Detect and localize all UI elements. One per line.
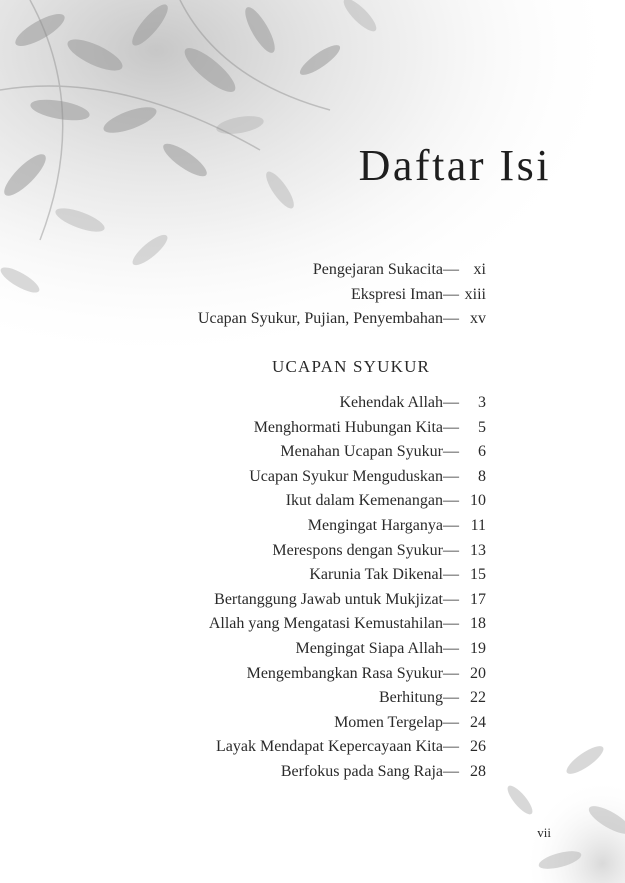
toc-entry-title: Allah yang Mengatasi Kemustahilan xyxy=(208,615,443,633)
toc-separator: — xyxy=(443,467,459,485)
toc-entry-title: Mengembangkan Rasa Syukur xyxy=(246,664,443,682)
toc-entry-page: 22 xyxy=(470,689,486,707)
toc-entry-page: 24 xyxy=(470,713,486,731)
toc-separator: — xyxy=(443,762,459,780)
toc-separator: — xyxy=(443,285,459,303)
toc-entry-title: Momen Tergelap xyxy=(334,713,443,731)
toc-entry-title: Menahan Ucapan Syukur xyxy=(280,443,443,461)
toc-separator: — xyxy=(443,261,459,278)
page-title: Daftar Isi xyxy=(358,141,551,190)
toc-entry[interactable] xyxy=(0,465,625,490)
toc-separator: — xyxy=(443,664,459,682)
toc-entry-page: 5 xyxy=(478,418,486,436)
toc-entry[interactable] xyxy=(0,416,625,441)
toc-entry-title: Berhitung xyxy=(379,689,443,707)
toc-entry-page: 15 xyxy=(470,566,486,584)
toc-entry[interactable] xyxy=(0,440,625,465)
toc-separator: — xyxy=(443,394,459,411)
toc-entry-page: 28 xyxy=(470,762,486,780)
toc-entry-title: Ekspresi Iman xyxy=(351,285,443,303)
toc-entry[interactable] xyxy=(0,258,625,283)
toc-separator: — xyxy=(443,738,459,756)
toc-entry-page: 26 xyxy=(470,738,486,756)
toc-entry-title: Kehendak Allah xyxy=(339,394,443,411)
toc-separator: — xyxy=(443,310,459,328)
toc-entry-page: 3 xyxy=(478,394,486,411)
toc-entry[interactable] xyxy=(0,539,625,564)
toc-entry[interactable] xyxy=(0,735,625,760)
toc-entry-title: Ikut dalam Kemenangan xyxy=(285,492,443,510)
toc-entry[interactable] xyxy=(0,686,625,711)
toc-entry[interactable] xyxy=(0,711,625,736)
toc-entry[interactable] xyxy=(0,637,625,662)
toc-entry-title: Berfokus pada Sang Raja xyxy=(280,762,443,780)
toc-separator: — xyxy=(443,713,459,731)
toc-entry-page: xiii xyxy=(464,285,486,303)
toc-entry-title: Bertanggung Jawab untuk Mukjizat xyxy=(214,590,443,608)
toc-entry-title: Ucapan Syukur Menguduskan xyxy=(249,467,443,485)
toc-entry[interactable] xyxy=(0,514,625,539)
toc-entry-page: 18 xyxy=(470,615,486,633)
toc-separator: — xyxy=(443,516,459,534)
page-number: vii xyxy=(537,825,551,840)
toc-separator: — xyxy=(443,689,459,707)
toc-separator: — xyxy=(443,566,459,584)
toc-entry[interactable] xyxy=(0,391,625,416)
toc-entry[interactable] xyxy=(0,588,625,613)
toc-entry[interactable] xyxy=(0,760,625,785)
toc-entry-page: xv xyxy=(470,310,486,328)
toc-entry-title: Layak Mendapat Kepercayaan Kita xyxy=(216,738,443,756)
toc-entry[interactable] xyxy=(0,612,625,637)
toc-entry[interactable] xyxy=(0,563,625,588)
toc-entry-page: 6 xyxy=(478,443,486,461)
toc-entry-title: Pengejaran Sukacita xyxy=(312,261,443,278)
toc-separator: — xyxy=(443,615,459,633)
toc-front-matter xyxy=(0,258,625,332)
toc-entry-title: Mengingat Harganya xyxy=(307,516,443,534)
toc-entry-page: 10 xyxy=(470,492,486,510)
toc-entry[interactable] xyxy=(0,307,625,332)
section-heading: UCAPAN SYUKUR xyxy=(272,357,431,376)
toc-separator: — xyxy=(443,492,459,510)
toc-entry[interactable] xyxy=(0,662,625,687)
toc-separator: — xyxy=(443,639,459,657)
toc-entry-title: Ucapan Syukur, Pujian, Penyembahan xyxy=(197,310,443,328)
toc-entry[interactable] xyxy=(0,283,625,308)
toc-entry-page: 11 xyxy=(470,516,486,534)
toc-entry-page: 19 xyxy=(470,639,486,657)
toc-separator: — xyxy=(443,590,459,608)
toc-entry-title: Merespons dengan Syukur xyxy=(272,541,443,559)
toc-separator: — xyxy=(443,443,459,461)
toc-entry-title: Menghormati Hubungan Kita xyxy=(253,418,443,436)
toc-section-entries xyxy=(0,391,625,785)
toc-entry-title: Karunia Tak Dikenal xyxy=(309,566,443,584)
toc-entry-page: 8 xyxy=(478,467,486,485)
toc-separator: — xyxy=(443,541,459,559)
toc-entry-page: xi xyxy=(473,261,486,278)
toc-entry-page: 20 xyxy=(470,664,486,682)
toc-entry-page: 17 xyxy=(470,590,486,608)
toc-separator: — xyxy=(443,418,459,436)
toc-entry[interactable] xyxy=(0,489,625,514)
toc-entry-title: Mengingat Siapa Allah xyxy=(295,639,443,657)
toc-entry-page: 13 xyxy=(470,541,486,559)
